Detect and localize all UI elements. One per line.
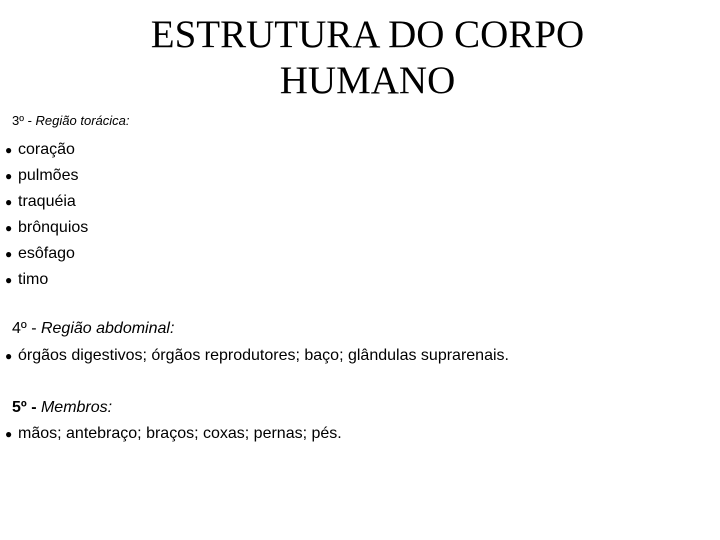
list-item-text: timo (18, 271, 49, 288)
abdominal-organs-list (5, 345, 509, 367)
title-line-2: HUMANO (279, 59, 456, 102)
section-dash: - (26, 320, 41, 337)
bullet-icon: ● (5, 247, 13, 261)
title-line-1: ESTRUTURA DO CORPO (150, 13, 585, 56)
section-number: 4º (12, 320, 27, 337)
section-name: Membros: (40, 399, 113, 416)
section-heading-thoracic (12, 112, 130, 130)
page-title (100, 12, 635, 104)
bullet-icon: ● (5, 221, 13, 235)
list-item (5, 137, 88, 163)
list-item (5, 267, 88, 293)
bullet-icon: ● (5, 427, 13, 441)
bullet-icon: ● (5, 143, 13, 157)
limbs-list (5, 423, 342, 445)
list-item-text: coração (18, 141, 75, 158)
list-item (5, 345, 509, 367)
bullet-icon: ● (5, 349, 13, 363)
section-dash: - (23, 113, 36, 128)
section-name: Região abdominal: (40, 320, 175, 337)
list-item (5, 189, 88, 215)
list-item (5, 163, 88, 189)
section-number: 5º (12, 399, 27, 416)
bullet-icon: ● (5, 195, 13, 209)
list-item-text: esôfago (18, 245, 75, 262)
list-item-text: pulmões (18, 167, 79, 184)
list-item-text: brônquios (18, 219, 89, 236)
section-number: 3º (12, 113, 24, 128)
list-item-text: órgãos digestivos; órgãos reprodutores; baço; glândulas suprarenais. (18, 347, 509, 364)
bullet-icon: ● (5, 273, 13, 287)
section-name: Região torácica: (35, 113, 130, 128)
list-item-text: traquéia (18, 193, 76, 210)
list-item (5, 423, 342, 445)
thoracic-organs-list (5, 137, 88, 293)
list-item (5, 215, 88, 241)
section-heading-limbs (12, 398, 112, 418)
list-item-text: mãos; antebraço; braços; coxas; pernas; pés. (18, 425, 342, 442)
section-heading-abdominal (12, 319, 174, 339)
list-item (5, 241, 88, 267)
section-dash: - (26, 399, 41, 416)
bullet-icon: ● (5, 169, 13, 183)
